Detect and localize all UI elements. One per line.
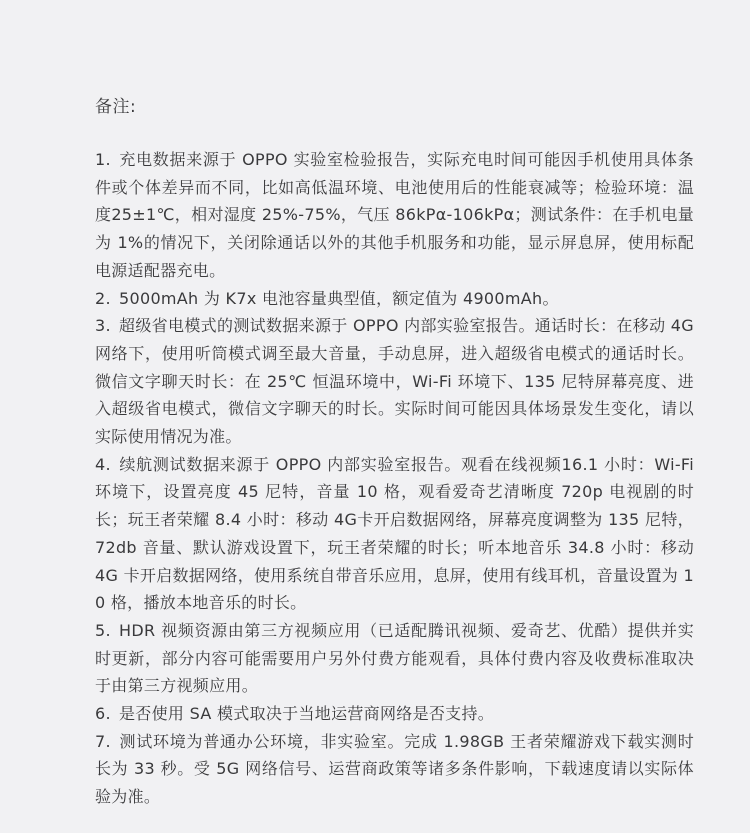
note-item-3 xyxy=(95,312,694,451)
note-number: 2. xyxy=(95,288,111,308)
note-text: 5000mAh 为 K7x 电池容量典型值，额定值为 4900mAh。 xyxy=(119,288,559,308)
notes-heading: 备注: xyxy=(95,97,137,117)
note-text: 是否使用 SA 模式取决于当地运营商网络是否支持。 xyxy=(119,704,495,724)
note-item-5 xyxy=(95,617,694,700)
note-number: 6. xyxy=(95,704,111,724)
note-item-4 xyxy=(95,451,694,617)
note-item-1 xyxy=(95,146,694,285)
note-text: 测试环境为普通办公环境，非实验室。完成 1.98GB 王者荣耀游戏下载实测时长为 33 秒。受 5G 网络信号、运营商政策等诸多条件影响，下载速度请以实际体验为准。 xyxy=(95,731,694,807)
note-item-6 xyxy=(95,700,694,728)
note-text: 超级省电模式的测试数据来源于 OPPO 内部实验室报告。通话时长：在移动 4G网络下，使用听筒模式调至最大音量，手动息屏，进入超级省电模式的通话时长。微信文字聊天时长：在 25℃ 恒温环境中，Wi-Fi 环境下、135 尼特屏幕亮度、进入超级省电模式，微信文字聊天的时长。实际时间可能因具体场景发生变化，请以实际使用情况为准。 xyxy=(95,316,694,447)
note-text: 充电数据来源于 OPPO 实验室检验报告，实际充电时间可能因手机使用具体条件或个体差异而不同，比如高低温环境、电池使用后的性能衰减等；检验环境：温度25±1℃，相对湿度 25%-75%，气压 86kPα-106kPα；测试条件：在手机电量为 1%的情况下，关闭除通话以外的其他手机服务和功能，显示屏息屏，使用标配电源适配器充电。 xyxy=(95,150,694,280)
note-number: 3. xyxy=(95,316,111,336)
note-number: 1. xyxy=(95,150,111,169)
note-text: HDR 视频资源由第三方视频应用（已适配腾讯视频、爱奇艺、优酷）提供并实时更新，部分内容可能需要用户另外付费方能观看，具体付费内容及收费标准取决于由第三方视频应用。 xyxy=(95,620,694,696)
note-number: 5. xyxy=(95,620,111,640)
note-text: 续航测试数据来源于 OPPO 内部实验室报告。观看在线视频16.1 小时：Wi-Fi 环境下，设置亮度 45 尼特，音量 10 格，观看爱奇艺清晰度 720p 电视剧的时长；玩王者荣耀 8.4 小时：移动 4G卡开启数据网络，屏幕亮度调整为 135 尼特，72db 音量、默认游戏设置下，玩王者荣耀的时长；听本地音乐 34.8 小时：移动 4G 卡开启数据网络，使用系统自带音乐应用，息屏，使用有线耳机，音量设置为 10 格，播放本地音乐的时长。 xyxy=(95,454,694,613)
notes-list xyxy=(95,146,694,811)
note-item-7 xyxy=(95,728,694,811)
note-item-2 xyxy=(95,285,694,313)
note-number: 4. xyxy=(95,454,111,474)
note-number: 7. xyxy=(95,731,111,751)
